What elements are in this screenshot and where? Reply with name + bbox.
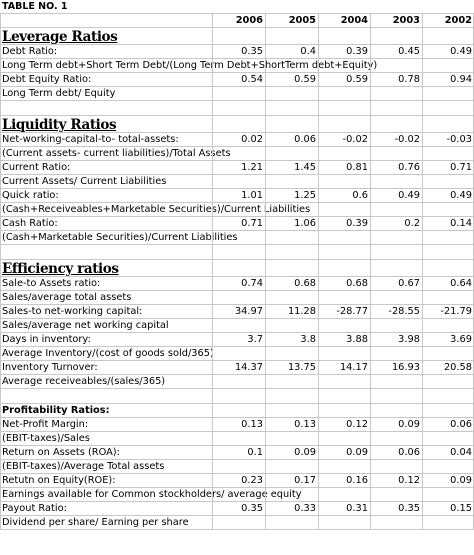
ratio-label: Current Ratio: [2,162,71,173]
section-heading-row [0,28,474,45]
formula-text: Earnings available for Common stockholders/ average equity [2,489,302,500]
ratio-value: 3.69 [450,334,472,345]
ratio-value: 0.16 [346,475,368,486]
ratio-row [0,189,474,203]
ratio-value: -28.77 [336,306,368,317]
ratio-value: 0.71 [450,162,472,173]
ratio-row [0,305,474,319]
ratio-value: 11.28 [287,306,316,317]
ratio-value: 14.37 [234,362,263,373]
ratio-row [0,446,474,460]
formula-row [0,231,474,245]
ratio-value: 0.54 [241,74,263,85]
ratio-label: Payout Ratio: [2,503,67,514]
ratio-value: 0.09 [450,475,472,486]
ratio-value: 0.64 [450,278,472,289]
ratio-value: 0.49 [450,190,472,201]
ratio-value: 0.17 [294,475,316,486]
ratio-row [0,361,474,375]
ratio-value: 0.35 [241,46,263,57]
ratio-value: 0.02 [241,134,263,145]
ratio-value: 0.33 [294,503,316,514]
blank-row [0,101,474,116]
ratio-value: 0.12 [398,475,420,486]
ratio-label: Days in inventory: [2,334,91,345]
ratio-row [0,133,474,147]
ratio-value: 0.67 [398,278,420,289]
ratio-value: 3.98 [398,334,420,345]
formula-text: (EBIT-taxes)/Average Total assets [2,461,165,472]
ratio-value: 0.59 [346,74,368,85]
ratio-row [0,418,474,432]
year-header-row [0,14,474,28]
ratio-value: 3.88 [346,334,368,345]
ratio-label: Cash Ratio: [2,218,58,229]
ratio-value: -0.02 [394,134,420,145]
ratio-value: 0.94 [450,74,472,85]
ratio-row [0,277,474,291]
section-heading: Leverage Ratios [2,29,118,45]
column-divider [212,14,213,530]
ratio-value: 14.17 [339,362,368,373]
formula-row [0,375,474,389]
ratio-label: Inventory Turnover: [2,362,98,373]
ratio-label: Net-Profit Margin: [2,419,89,430]
column-divider [0,14,1,530]
ratio-label: Return on Assets (ROA): [2,447,120,458]
ratio-row [0,474,474,488]
ratio-value: 0.76 [398,162,420,173]
table-title: TABLE NO. 1 [2,1,68,12]
ratio-value: 0.2 [404,218,420,229]
ratio-value: 0.68 [294,278,316,289]
section-heading-row [0,260,474,277]
formula-text: Sales/average net working capital [2,320,169,331]
ratio-value: 0.09 [398,419,420,430]
ratio-value: -21.79 [440,306,472,317]
ratio-value: 3.8 [300,334,316,345]
ratio-label: Net-working-capital-to- total-assets: [2,134,179,145]
formula-text: (Cash+Receiveables+Marketable Securities)/Current Liabilities [2,204,311,215]
formula-row [0,488,474,502]
ratio-value: 0.74 [241,278,263,289]
ratio-value: 0.68 [346,278,368,289]
ratio-value: 0.15 [450,503,472,514]
formula-row [0,432,474,446]
ratio-value: 0.35 [398,503,420,514]
ratio-row [0,333,474,347]
ratio-value: 0.23 [241,475,263,486]
ratio-row [0,502,474,516]
formula-text: (EBIT-taxes)/Sales [2,433,90,444]
ratio-value: 0.81 [346,162,368,173]
year-header: 2004 [340,15,368,26]
formula-text: Sales/average total assets [2,292,132,303]
ratio-row [0,45,474,59]
ratio-value: 1.06 [294,218,316,229]
column-divider [370,14,371,530]
year-header: 2006 [235,15,263,26]
ratio-value: 0.06 [294,134,316,145]
ratio-value: 16.93 [391,362,420,373]
ratio-value: 34.97 [234,306,263,317]
ratio-label: Debt Equity Ratio: [2,74,92,85]
formula-row [0,516,474,530]
ratio-value: 3.7 [247,334,263,345]
formula-text: Long Term debt+Short Term Debt/(Long Term Debt+ShortTerm debt+Equity) [2,60,378,71]
ratio-value: 0.45 [398,46,420,57]
formula-text: Average Inventory/(cost of goods sold/365) [2,348,214,359]
ratio-value: 0.1 [247,447,263,458]
ratio-value: 0.09 [346,447,368,458]
column-divider [318,14,319,530]
ratio-value: 0.13 [241,419,263,430]
ratio-value: 1.45 [294,162,316,173]
section-heading: Profitability Ratios: [2,405,110,416]
ratio-value: 0.49 [450,46,472,57]
section-heading: Efficiency ratios [2,261,119,277]
section-heading-row [0,404,474,418]
formula-text: Long Term debt/ Equity [2,88,116,99]
ratio-label: Debt Ratio: [2,46,58,57]
formula-text: (Cash+Marketable Securities)/Current Liabilities [2,232,238,243]
ratio-value: 0.09 [294,447,316,458]
section-heading: Liquidity Ratios [2,117,117,133]
formula-text: (Current assets- current liabilities)/Total Assets [2,148,231,159]
blank-row [0,389,474,404]
ratio-value: -0.02 [342,134,368,145]
formula-row [0,59,474,73]
ratio-value: 0.4 [300,46,316,57]
formula-text: Average receiveables/(sales/365) [2,376,166,387]
ratio-value: 0.49 [398,190,420,201]
ratio-value: 0.06 [398,447,420,458]
ratio-value: 1.01 [241,190,263,201]
formula-row [0,147,474,161]
ratio-value: 0.35 [241,503,263,514]
ratio-value: 1.21 [241,162,263,173]
ratio-value: 0.13 [294,419,316,430]
ratio-value: 0.39 [346,46,368,57]
formula-row [0,203,474,217]
formula-row [0,87,474,101]
ratio-value: 1.25 [294,190,316,201]
ratio-value: 0.14 [450,218,472,229]
ratio-value: 20.58 [443,362,472,373]
section-heading-row [0,116,474,133]
ratio-value: -28.55 [388,306,420,317]
ratio-row [0,73,474,87]
table-title-row [0,0,474,14]
ratio-row [0,161,474,175]
formula-row [0,175,474,189]
ratio-value: 0.12 [346,419,368,430]
ratio-label: Sales-to net-working capital: [2,306,143,317]
ratio-value: 0.06 [450,419,472,430]
formula-text: Current Assets/ Current Liabilities [2,176,167,187]
column-divider [422,14,423,530]
ratio-value: 0.71 [241,218,263,229]
year-header: 2003 [392,15,420,26]
formula-text: Dividend per share/ Earning per share [2,517,189,528]
formula-row [0,291,474,305]
ratio-label: Retutn on Equity(ROE): [2,475,116,486]
ratio-value: 0.39 [346,218,368,229]
blank-row [0,245,474,260]
ratio-value: -0.03 [446,134,472,145]
ratio-label: Sale-to Assets ratio: [2,278,101,289]
formula-row [0,347,474,361]
year-header: 2002 [444,15,472,26]
column-divider [265,14,266,530]
formula-row [0,319,474,333]
ratio-value: 13.75 [287,362,316,373]
ratio-value: 0.78 [398,74,420,85]
ratio-value: 0.31 [346,503,368,514]
ratio-label: Quick ratio: [2,190,59,201]
ratio-value: 0.04 [450,447,472,458]
year-header: 2005 [288,15,316,26]
ratio-row [0,217,474,231]
ratio-value: 0.6 [352,190,368,201]
formula-row [0,460,474,474]
ratio-value: 0.59 [294,74,316,85]
